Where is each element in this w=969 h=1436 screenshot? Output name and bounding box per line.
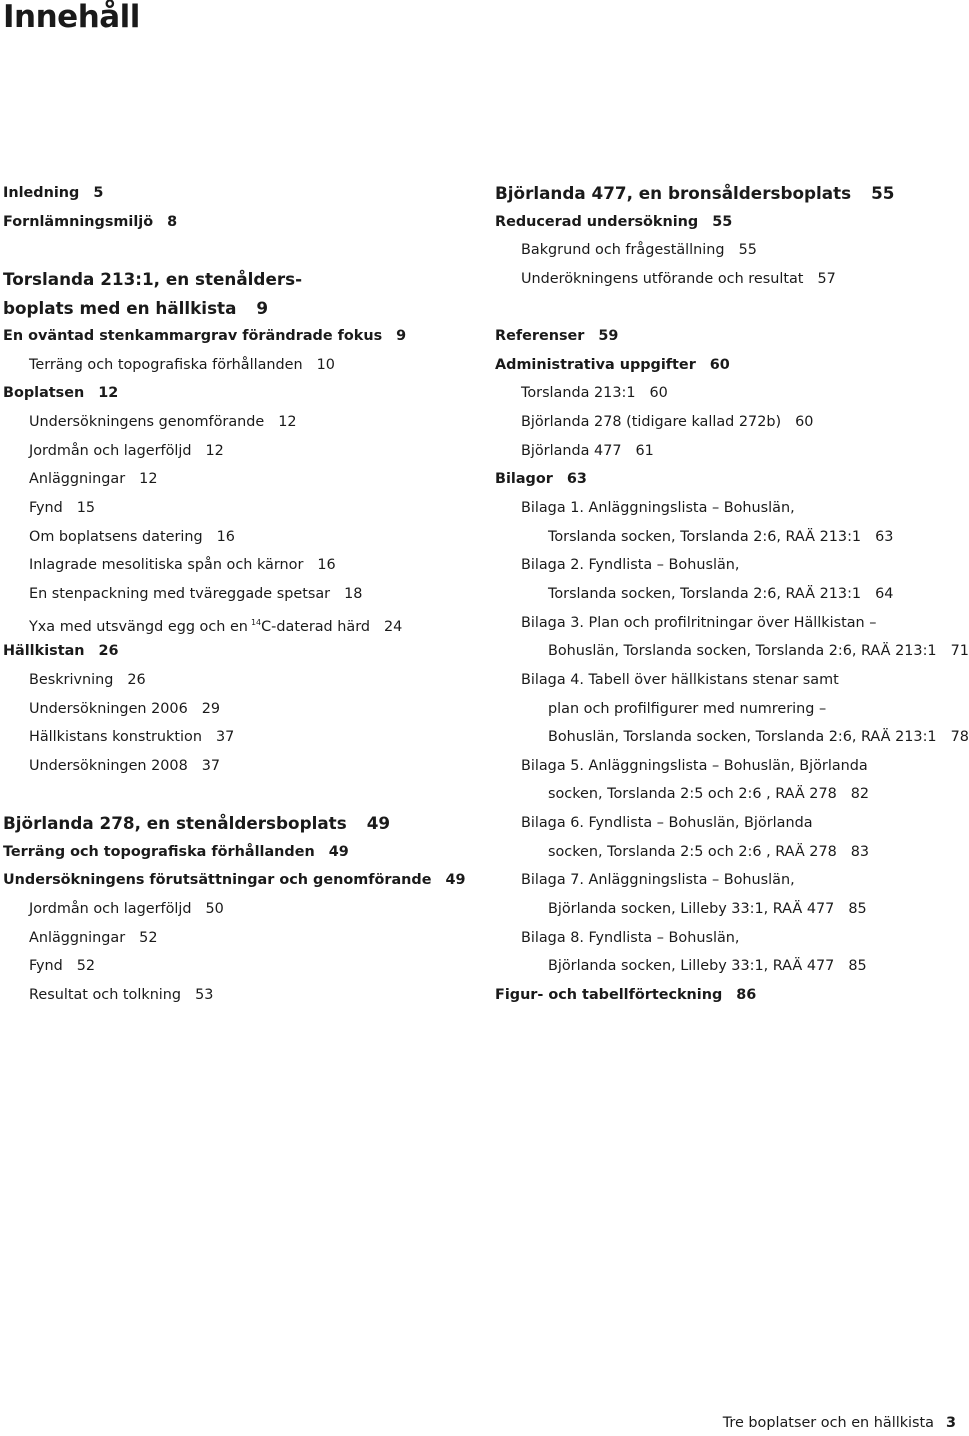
toc-entry-title: Torslanda 213:1 (521, 385, 636, 402)
toc-entry-page: 26 (127, 671, 146, 688)
toc-entry[interactable] (3, 952, 473, 981)
toc-entry[interactable] (3, 723, 473, 752)
toc-entry-page: 60 (709, 356, 730, 373)
toc-entry[interactable] (495, 465, 955, 494)
footer-page-number: 3 (945, 1415, 956, 1431)
toc-entry-page: 61 (635, 442, 654, 459)
toc-entry-title: Bohuslän, Torslanda socken, Torslanda 2:6, RAÄ 213:1 (548, 643, 937, 660)
toc-entry-title: Bilagor (495, 471, 553, 488)
toc-entry-page: 59 (598, 328, 619, 345)
toc-entry[interactable] (3, 465, 473, 494)
toc-entry[interactable] (495, 379, 955, 408)
toc-entry[interactable] (495, 695, 955, 724)
toc-entry[interactable] (495, 351, 955, 380)
toc-entry[interactable] (495, 866, 955, 895)
toc-entry-page: 49 (445, 872, 466, 889)
toc-entry[interactable] (3, 523, 473, 552)
toc-entry-title: Jordmån och lagerföljd (29, 901, 192, 918)
toc-entry[interactable] (495, 322, 955, 351)
toc-entry[interactable] (495, 609, 955, 638)
toc-entry-page: 49 (366, 813, 391, 834)
toc-entry[interactable] (3, 351, 473, 380)
toc-entry[interactable] (3, 408, 473, 437)
toc-entry-title: Anläggningar (29, 929, 126, 946)
toc-entry[interactable] (495, 666, 955, 695)
toc-entry-title: Om boplatsens datering (29, 528, 203, 545)
toc-entry[interactable] (495, 437, 955, 466)
toc-entry-superscript: 14 (250, 617, 262, 627)
toc-entry[interactable] (495, 952, 955, 981)
toc-entry[interactable] (495, 723, 969, 752)
toc-entry-title: Bilaga 5. Anläggningslista – Bohuslän, Björlanda (521, 757, 868, 774)
toc-entry-page: 63 (875, 528, 894, 545)
toc-spacer (3, 780, 473, 809)
toc-entry-title: Björlanda 278 (tidigare kallad 272b) (521, 414, 782, 431)
toc-entry-title: plan och profilfigurer med numrering – (548, 700, 827, 717)
toc-entry-title: Referenser (495, 328, 585, 345)
toc-entry-title: Hällkistans konstruktion (29, 729, 202, 746)
toc-entry-title: Undersökningen 2008 (29, 757, 188, 774)
toc-entry[interactable] (3, 895, 473, 924)
toc-entry-page: 9 (256, 297, 269, 318)
toc-entry-page: 12 (278, 414, 297, 431)
toc-entry-page: 64 (875, 585, 894, 602)
toc-entry-title: Fornlämningsmiljö (3, 213, 154, 230)
toc-entry-title: Bilaga 4. Tabell över hällkistans stenar samt (521, 671, 839, 688)
toc-entry-page: 86 (736, 986, 757, 1003)
toc-entry-page: 9 (396, 328, 407, 345)
toc-entry-page: 5 (93, 185, 104, 201)
toc-entry[interactable] (495, 895, 955, 924)
toc-entry[interactable] (3, 838, 473, 867)
toc-entry-page: 10 (316, 356, 335, 373)
toc-entry-title: socken, Torslanda 2:5 och 2:6 , RAÄ 278 (548, 843, 837, 860)
toc-entry-title: Björlanda socken, Lilleby 33:1, RAÄ 477 (548, 901, 835, 918)
toc-entry[interactable] (495, 494, 955, 523)
toc-entry-page: 24 (384, 618, 403, 635)
toc-entry[interactable] (495, 838, 955, 867)
toc-entry-title: Bilaga 1. Anläggningslista – Bohuslän, (521, 500, 795, 517)
toc-entry[interactable] (495, 408, 955, 437)
toc-entry[interactable] (3, 609, 473, 638)
toc-entry-title: Bohuslän, Torslanda socken, Torslanda 2:6, RAÄ 213:1 (548, 729, 937, 746)
toc-entry[interactable] (495, 809, 955, 838)
toc-entry-title: Undersökningens genomförande (29, 414, 265, 431)
toc-entry[interactable] (3, 809, 473, 838)
toc-entry-page: 85 (848, 958, 867, 975)
toc-entry-title: En oväntad stenkammargrav förändrade fokus (3, 328, 383, 345)
toc-entry-title: Björlanda 477 (521, 442, 622, 459)
toc-entry-page: 12 (139, 471, 158, 488)
toc-entry[interactable] (3, 294, 473, 323)
toc-entry-title: Björlanda 477, en bronsåldersboplats (495, 183, 852, 203)
toc-left-column (3, 179, 473, 1010)
toc-entry-page: 53 (195, 986, 214, 1003)
toc-right-column (495, 179, 969, 1010)
page-footer (723, 1410, 956, 1436)
toc-entry-title: Bilaga 6. Fyndlista – Bohuslän, Björlanda (521, 815, 813, 832)
toc-spacer (3, 236, 473, 265)
toc-entry-page: 78 (950, 729, 969, 746)
toc-entry[interactable] (495, 208, 955, 237)
toc-entry[interactable] (3, 637, 473, 666)
toc-entry-page: 50 (205, 901, 224, 918)
toc-entry[interactable] (495, 236, 955, 265)
toc-entry[interactable] (495, 981, 955, 1010)
toc-entry-title-cont: C-daterad härd (261, 618, 370, 635)
toc-spacer (495, 294, 955, 323)
toc-entry-title: Hällkistan (3, 643, 85, 660)
toc-entry[interactable] (3, 379, 473, 408)
toc-entry[interactable] (3, 924, 473, 953)
toc-entry-title: Figur- och tabellförteckning (495, 986, 723, 1003)
toc-entry-title: Inledning (3, 185, 80, 201)
toc-entry-page: 85 (848, 901, 867, 918)
toc-entry-title: boplats med en hällkista (3, 297, 237, 318)
toc-entry-title: Yxa med utsvängd egg och en (29, 618, 248, 635)
toc-entry-page: 16 (317, 557, 336, 574)
toc-entry-title: Undersökningens förutsättningar och genomförande (3, 872, 432, 889)
toc-entry-page: 49 (328, 843, 349, 860)
toc-entry-title: Inlagrade mesolitiska spån och kärnor (29, 557, 304, 574)
toc-entry-title: Björlanda socken, Lilleby 33:1, RAÄ 477 (548, 958, 835, 975)
toc-entry-title: Bilaga 7. Anläggningslista – Bohuslän, (521, 872, 795, 889)
toc-entry-page: 29 (201, 700, 221, 717)
toc-entry[interactable] (495, 551, 955, 580)
toc-entry-page: 18 (344, 585, 363, 602)
toc-entry-page: 55 (712, 213, 733, 230)
toc-entry[interactable] (3, 666, 473, 695)
toc-entry-page: 15 (76, 500, 96, 517)
toc-entry-title: Undersökningen 2006 (29, 700, 188, 717)
toc-entry[interactable] (3, 208, 473, 237)
toc-entry-title: Jordmån och lagerföljd (29, 442, 192, 459)
toc-entry-title: Torslanda socken, Torslanda 2:6, RAÄ 213:1 (548, 528, 862, 545)
toc-entry-title: Administrativa uppgifter (495, 356, 696, 373)
toc-entry[interactable] (3, 437, 473, 466)
toc-entry-title: Torslanda socken, Torslanda 2:6, RAÄ 213:1 (548, 585, 862, 602)
toc-entry-page: 63 (566, 471, 587, 488)
toc-entry-title: Terräng och topografiska förhållanden (29, 356, 303, 373)
toc-entry[interactable] (495, 752, 955, 781)
toc-entry-title: Björlanda 278, en stenåldersboplats (3, 813, 347, 834)
toc-entry-page: 26 (98, 643, 119, 660)
toc-entry[interactable] (3, 580, 473, 609)
toc-entry[interactable] (495, 637, 969, 666)
toc-entry[interactable] (495, 780, 955, 809)
toc-entry[interactable] (495, 179, 955, 208)
toc-entry-page: 55 (871, 183, 895, 203)
toc-entry-title: Beskrivning (29, 671, 114, 688)
toc-entry-title: Bilaga 3. Plan och profilritningar över Hällkistan – (521, 614, 877, 631)
toc-entry-page: 57 (817, 270, 836, 287)
toc-entry-title: Terräng och topografiska förhållanden (3, 843, 315, 860)
toc-entry-title: En stenpackning med tväreggade spetsar (29, 585, 331, 602)
toc-entry-page: 60 (795, 414, 814, 431)
toc-entry-title: Anläggningar (29, 471, 126, 488)
toc-entry[interactable] (3, 494, 473, 523)
footer-book-title: Tre boplatser och en hällkista (722, 1415, 934, 1431)
toc-entry-page: 82 (850, 786, 870, 803)
toc-entry[interactable] (3, 551, 473, 580)
toc-entry-title: Bilaga 2. Fyndlista – Bohuslän, (521, 557, 740, 574)
toc-entry-title: Bakgrund och frågeställning (521, 242, 725, 259)
toc-entry[interactable] (495, 265, 955, 294)
toc-entry[interactable] (495, 924, 955, 953)
toc-entry[interactable] (3, 752, 473, 781)
toc-entry-title: Fynd (29, 958, 63, 975)
toc-entry-title: Reducerad undersökning (495, 213, 699, 230)
toc-entry-page: 60 (649, 385, 668, 402)
toc-entry[interactable] (3, 179, 473, 208)
toc-entry[interactable] (3, 265, 473, 294)
page-title: Innehåll (3, 0, 140, 35)
toc-entry-title: Underökningens utförande och resultat (521, 270, 804, 287)
toc-entry-page: 52 (76, 958, 96, 975)
toc-entry[interactable] (3, 866, 473, 895)
toc-entry-title: Resultat och tolkning (29, 986, 182, 1003)
toc-entry-title: Fynd (29, 500, 63, 517)
toc-entry-page: 12 (98, 385, 119, 402)
toc-entry-page: 71 (950, 643, 969, 660)
toc-entry-page: 16 (216, 528, 235, 545)
toc-entry[interactable] (3, 981, 473, 1010)
toc-entry-page: 52 (139, 929, 158, 946)
toc-entry-title: Bilaga 8. Fyndlista – Bohuslän, (521, 929, 740, 946)
toc-entry[interactable] (495, 523, 955, 552)
toc-entry-page: 37 (215, 729, 235, 746)
toc-entry-title: Torslanda 213:1, en stenålders- (3, 268, 303, 289)
toc-entry[interactable] (3, 695, 473, 724)
toc-entry[interactable] (495, 580, 955, 609)
toc-entry[interactable] (3, 322, 473, 351)
toc-entry-title: socken, Torslanda 2:5 och 2:6 , RAÄ 278 (548, 786, 837, 803)
toc-entry-page: 55 (738, 242, 757, 259)
toc-entry-page: 8 (167, 213, 178, 230)
toc-entry-page: 37 (201, 757, 221, 774)
toc-entry-page: 83 (850, 843, 870, 860)
toc-entry-page: 12 (205, 442, 224, 459)
toc-entry-title: Boplatsen (3, 385, 85, 402)
